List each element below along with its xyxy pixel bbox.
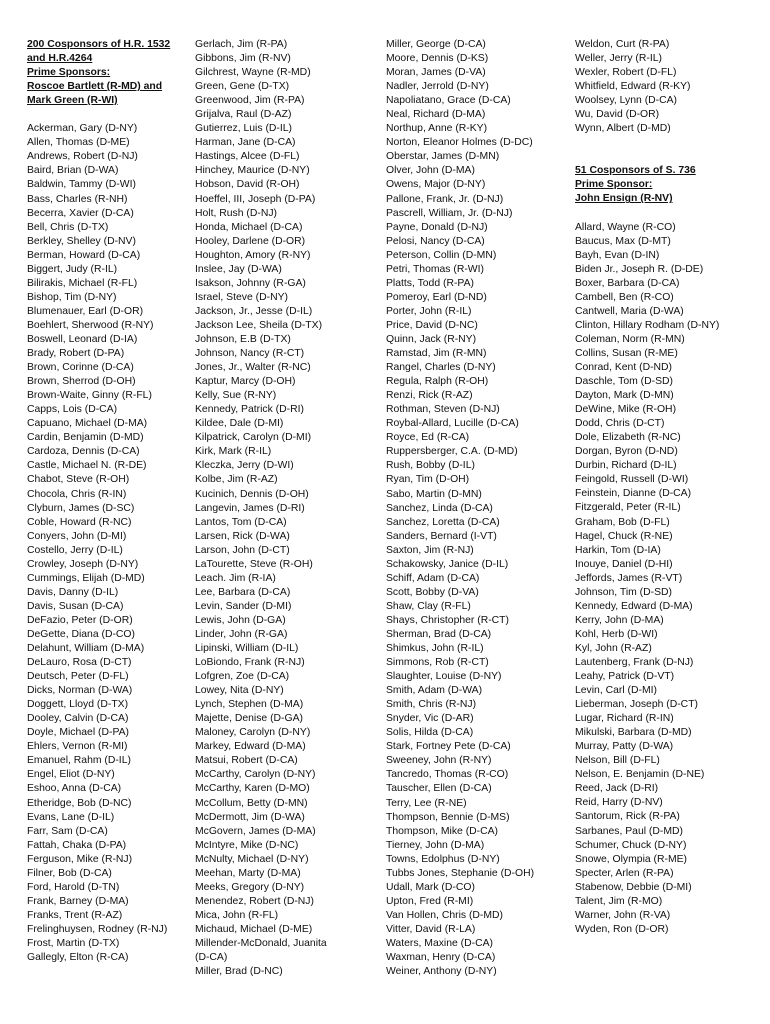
cosponsor-entry: Shays, Christopher (R-CT): [386, 614, 509, 626]
cosponsor-entry: Boswell, Leonard (D-IA): [27, 333, 138, 345]
cosponsor-entry: Kerry, John (D-MA): [575, 614, 664, 626]
cosponsor-entry: Frelinghuysen, Rodney (R-NJ): [27, 923, 168, 935]
cosponsor-entry: Kildee, Dale (D-MI): [195, 418, 284, 430]
cosponsor-entry: McCarthy, Karen (D-MO): [195, 783, 310, 795]
cosponsor-entry: Weldon, Curt (R-PA): [575, 39, 670, 50]
cosponsor-entry: Ferguson, Mike (R-NJ): [27, 853, 133, 865]
cosponsor-entry: Hobson, David (R-OH): [195, 179, 300, 191]
cosponsor-entry: Thompson, Bennie (D-MS): [386, 811, 510, 823]
cosponsor-entry: Etheridge, Bob (D-NC): [27, 797, 132, 809]
cosponsor-entry: Kilpatrick, Carolyn (D-MI): [195, 432, 312, 444]
cosponsor-entry: Tierney, John (D-MA): [386, 839, 485, 851]
cosponsor-entry: Kaptur, Marcy (D-OH): [195, 376, 296, 388]
cosponsor-entry: Pelosi, Nancy (D-CA): [386, 235, 485, 247]
cosponsor-entry: Simmons, Rob (R-CT): [386, 657, 489, 669]
cosponsor-entry: Saxton, Jim (R-NJ): [386, 544, 474, 556]
cosponsor-entry: Oberstar, James (D-MN): [386, 151, 500, 163]
cosponsor-entry: Isakson, Johnny (R-GA): [195, 277, 306, 289]
cosponsor-entry: Snyder, Vic (D-AR): [386, 713, 474, 725]
cosponsor-entry: Frank, Barney (D-MA): [27, 895, 129, 907]
cosponsor-entry: Davis, Susan (D-CA): [27, 600, 124, 612]
cosponsor-entry: Boehlert, Sherwood (R-NY): [27, 319, 154, 331]
cosponsor-entry: Wexler, Robert (D-FL): [575, 67, 677, 79]
cosponsor-entry: Rush, Bobby (D-IL): [386, 460, 475, 472]
cosponsor-entry: Baldwin, Tammy (D-WI): [27, 179, 136, 191]
cosponsor-entry: Nadler, Jerrold (D-NY): [386, 81, 489, 93]
cosponsor-entry: Green, Gene (D-TX): [195, 81, 290, 93]
cosponsor-entry: Sarbanes, Paul (D-MD): [575, 825, 683, 837]
cosponsor-entry: Lautenberg, Frank (D-NJ): [575, 656, 694, 668]
cosponsor-entry: McIntyre, Mike (D-NC): [195, 839, 299, 851]
cosponsor-entry: Kyl, John (R-AZ): [575, 642, 652, 654]
cosponsor-entry: Cardin, Benjamin (D-MD): [27, 432, 144, 444]
cosponsor-entry: Evans, Lane (D-IL): [27, 811, 115, 823]
cosponsor-entry: Jones, Jr., Walter (R-NC): [195, 362, 311, 374]
cosponsor-entry: Eshoo, Anna (D-CA): [27, 783, 122, 795]
senate-cosponsor-list: [575, 221, 765, 937]
cosponsor-entry: Rothman, Steven (D-NJ): [386, 404, 500, 416]
cosponsor-entry: Dorgan, Byron (D-ND): [575, 446, 678, 458]
cosponsor-entry: Capuano, Michael (D-MA): [27, 418, 148, 430]
cosponsor-entry: Miller, George (D-CA): [386, 39, 486, 50]
cosponsor-entry: Cardoza, Dennis (D-CA): [27, 446, 140, 458]
cosponsor-entry: Nelson, Bill (D-FL): [575, 755, 660, 767]
cosponsor-entry: Conyers, John (D-MI): [27, 530, 127, 542]
cosponsor-entry: Durbin, Richard (D-IL): [575, 460, 677, 472]
cosponsor-entry: Woolsey, Lynn (D-CA): [575, 95, 678, 107]
cosponsor-entry: Gutierrez, Luis (D-IL): [195, 123, 293, 135]
cosponsor-entry: Cambell, Ben (R-CO): [575, 291, 674, 303]
cosponsor-entry: Bishop, Tim (D-NY): [27, 291, 117, 303]
cosponsor-entry: Van Hollen, Chris (D-MD): [386, 909, 504, 921]
cosponsor-entry: Clyburn, James (D-SC): [27, 502, 135, 514]
cosponsor-entry: Snowe, Olympia (R-ME): [575, 853, 688, 865]
cosponsor-entry: Solis, Hilda (D-CA): [386, 727, 474, 739]
cosponsor-entry: Reid, Harry (D-NV): [575, 797, 663, 809]
cosponsor-entry: Filner, Bob (D-CA): [27, 867, 112, 879]
cosponsor-entry: Pomeroy, Earl (D-ND): [386, 291, 487, 303]
cosponsor-entry: DeLauro, Rosa (D-CT): [27, 657, 132, 669]
cosponsor-entry: Gilchrest, Wayne (R-MD): [195, 67, 311, 79]
cosponsor-entry: DeWine, Mike (R-OH): [575, 404, 677, 416]
cosponsor-entry: Ryan, Tim (D-OH): [386, 474, 470, 486]
cosponsor-entry: Majette, Denise (D-GA): [195, 713, 303, 725]
cosponsor-entry: Andrews, Robert (D-NJ): [27, 151, 138, 163]
cosponsor-entry: Clinton, Hillary Rodham (D-NY): [575, 319, 720, 331]
cosponsor-entry: Waxman, Henry (D-CA): [386, 952, 496, 964]
cosponsor-entry: Chabot, Steve (R-OH): [27, 474, 130, 486]
cosponsor-entry: Platts, Todd (R-PA): [386, 277, 474, 289]
cosponsor-entry: Ehlers, Vernon (R-MI): [27, 741, 128, 753]
cosponsor-entry: Meeks, Gregory (D-NY): [195, 881, 305, 893]
cosponsor-entry: Gerlach, Jim (R-PA): [195, 39, 288, 50]
cosponsor-entry: Whitfield, Edward (R-KY): [575, 81, 691, 93]
cosponsor-entry: Frost, Martin (D-TX): [27, 938, 120, 949]
cosponsor-entry: Coleman, Norm (R-MN): [575, 333, 685, 345]
cosponsor-entry: Mica, John (R-FL): [195, 909, 279, 921]
cosponsor-entry: Chocola, Chris (R-IN): [27, 488, 127, 500]
heading-line: Prime Sponsors:: [27, 67, 111, 79]
cosponsor-entry: Brown, Corinne (D-CA): [27, 362, 134, 374]
cosponsor-entry: Lowey, Nita (D-NY): [195, 685, 284, 697]
cosponsor-entry: Stabenow, Debbie (D-MI): [575, 881, 692, 893]
cosponsor-entry: Castle, Michael N. (R-DE): [27, 460, 147, 472]
house-cosponsor-list-1: [27, 122, 197, 965]
cosponsor-entry: Hastings, Alcee (D-FL): [195, 151, 300, 163]
cosponsor-entry: Dayton, Mark (D-MN): [575, 390, 674, 402]
cosponsor-entry: Pallone, Frank, Jr. (D-NJ): [386, 193, 504, 205]
cosponsor-entry: Neal, Richard (D-MA): [386, 109, 486, 121]
cosponsor-entry: Pascrell, William, Jr. (D-NJ): [386, 207, 513, 219]
cosponsor-entry: Dole, Elizabeth (R-NC): [575, 432, 681, 444]
cosponsor-entry: Engel, Eliot (D-NY): [27, 769, 115, 781]
cosponsor-entry: Kleczka, Jerry (D-WI): [195, 460, 294, 472]
cosponsor-entry: Bayh, Evan (D-IN): [575, 249, 660, 261]
cosponsor-entry: Johnson, E.B (D-TX): [195, 333, 291, 345]
cosponsor-entry: Lieberman, Joseph (D-CT): [575, 699, 698, 711]
cosponsor-entry: Baird, Brian (D-WA): [27, 165, 119, 177]
cosponsor-entry: Bilirakis, Michael (R-FL): [27, 277, 138, 289]
cosponsor-entry: Jackson, Jr., Jesse (D-IL): [195, 305, 313, 317]
cosponsor-entry: Farr, Sam (D-CA): [27, 825, 108, 837]
cosponsor-entry: Smith, Chris (R-NJ): [386, 699, 477, 711]
house-cosponsor-list-2: [195, 38, 383, 979]
cosponsor-entry: Conrad, Kent (D-ND): [575, 361, 673, 373]
cosponsor-entry: LaTourette, Steve (R-OH): [195, 558, 313, 570]
cosponsor-entry: Kohl, Herb (D-WI): [575, 628, 658, 640]
cosponsor-entry: Lee, Barbara (D-CA): [195, 586, 291, 598]
cosponsor-entry: Bell, Chris (D-TX): [27, 221, 109, 233]
cosponsor-entry: McCollum, Betty (D-MN): [195, 797, 308, 809]
cosponsor-entry: Fitzgerald, Peter (R-IL): [575, 502, 681, 514]
cosponsor-entry: Terry, Lee (R-NE): [386, 797, 467, 809]
cosponsor-entry: Franks, Trent (R-AZ): [27, 909, 123, 921]
cosponsor-entry: Rangel, Charles (D-NY): [386, 362, 496, 374]
cosponsor-entry: Meehan, Marty (D-MA): [195, 867, 301, 879]
cosponsor-entry: Lewis, John (D-GA): [195, 614, 286, 626]
cosponsor-entry: Roybal-Allard, Lucille (D-CA): [386, 418, 519, 430]
cosponsor-entry: Crowley, Joseph (D-NY): [27, 558, 139, 570]
cosponsor-entry: Feinstein, Dianne (D-CA): [575, 488, 692, 500]
cosponsor-entry: Talent, Jim (R-MO): [575, 895, 663, 907]
cosponsor-entry: Specter, Arlen (R-PA): [575, 867, 674, 879]
heading-line: 51 Cosponsors of S. 736: [575, 165, 696, 177]
cosponsor-entry: Feingold, Russell (D-WI): [575, 474, 689, 486]
cosponsor-entry: McDermott, Jim (D-WA): [195, 811, 305, 823]
column-3: [386, 38, 572, 979]
cosponsor-entry: Leahy, Patrick (D-VT): [575, 671, 675, 683]
house-cosponsor-list-3: [386, 38, 572, 979]
cosponsor-entry: Kirk, Mark (R-IL): [195, 446, 272, 458]
column-4: [575, 38, 765, 937]
cosponsor-entry: Sabo, Martin (D-MN): [386, 488, 482, 500]
cosponsor-entry: Harkin, Tom (D-IA): [575, 544, 661, 556]
cosponsor-entry: Grijalva, Raul (D-AZ): [195, 109, 292, 121]
cosponsor-entry: Johnson, Tim (D-SD): [575, 586, 673, 598]
cosponsor-entry: Nelson, E. Benjamin (D-NE): [575, 769, 705, 781]
cosponsor-entry: Mikulski, Barbara (D-MD): [575, 727, 692, 739]
cosponsor-entry: Price, David (D-NC): [386, 319, 478, 331]
cosponsor-entry: DeFazio, Peter (D-OR): [27, 614, 133, 626]
cosponsor-entry: Hinchey, Maurice (D-NY): [195, 165, 310, 177]
cosponsor-entry: Coble, Howard (R-NC): [27, 516, 132, 528]
cosponsor-entry: Jeffords, James (R-VT): [575, 572, 683, 584]
cosponsor-entry: Hoeffel, III, Joseph (D-PA): [195, 193, 316, 205]
cosponsor-entry: Smith, Adam (D-WA): [386, 685, 483, 697]
cosponsor-entry: Leach. Jim (R-IA): [195, 572, 276, 584]
heading-line: 200 Cosponsors of H.R. 1532: [27, 39, 171, 50]
cosponsor-entry: Allen, Thomas (D-ME): [27, 137, 130, 149]
cosponsor-entry: Norton, Eleanor Holmes (D-DC): [386, 137, 533, 149]
cosponsor-entry: Biden Jr., Joseph R. (D-DE): [575, 263, 704, 275]
cosponsor-entry: Warner, John (R-VA): [575, 909, 671, 921]
cosponsor-entry: Sanders, Bernard (I-VT): [386, 530, 497, 542]
cosponsor-entry: Berkley, Shelley (D-NV): [27, 235, 136, 247]
cosponsor-entry: Weller, Jerry (R-IL): [575, 53, 662, 65]
cosponsor-entry: Napoliatano, Grace (D-CA): [386, 95, 511, 107]
cosponsor-entry: Dooley, Calvin (D-CA): [27, 713, 129, 725]
cosponsor-entry: Kolbe, Jim (R-AZ): [195, 474, 278, 486]
cosponsor-entry: Dodd, Chris (D-CT): [575, 418, 665, 430]
cosponsor-entry: Murray, Patty (D-WA): [575, 741, 674, 753]
cosponsor-entry: Ford, Harold (D-TN): [27, 881, 120, 893]
cosponsor-entry: Michaud, Michael (D-ME): [195, 923, 313, 935]
cosponsor-entry: Delahunt, William (D-MA): [27, 643, 145, 655]
heading-line: and H.R.4264: [27, 53, 93, 65]
cosponsor-entry: Royce, Ed (R-CA): [386, 432, 470, 444]
cosponsor-entry: Emanuel, Rahm (D-IL): [27, 755, 131, 767]
cosponsor-entry: Sherman, Brad (D-CA): [386, 628, 492, 640]
heading-line: Prime Sponsor:: [575, 179, 653, 191]
cosponsor-entry: Schiff, Adam (D-CA): [386, 572, 480, 584]
cosponsor-entry: Lofgren, Zoe (D-CA): [195, 671, 290, 683]
cosponsor-entry: Stark, Fortney Pete (D-CA): [386, 741, 511, 753]
cosponsor-entry: Boxer, Barbara (D-CA): [575, 277, 680, 289]
cosponsor-entry: Scott, Bobby (D-VA): [386, 586, 479, 598]
cosponsor-entry: Gallegly, Elton (R-CA): [27, 952, 129, 964]
cosponsor-entry: McNulty, Michael (D-NY): [195, 853, 309, 865]
cosponsor-entry: McGovern, James (D-MA): [195, 825, 316, 837]
cosponsor-entry: Kelly, Sue (R-NY): [195, 390, 277, 402]
cosponsor-entry: Capps, Lois (D-CA): [27, 404, 118, 416]
cosponsor-entry: Allard, Wayne (R-CO): [575, 221, 676, 233]
cosponsor-entry: Inouye, Daniel (D-HI): [575, 558, 673, 570]
house-cosponsor-list-4: [575, 38, 765, 136]
cosponsor-entry: Wynn, Albert (D-MD): [575, 123, 671, 135]
cosponsor-entry: Fattah, Chaka (D-PA): [27, 839, 127, 851]
cosponsor-entry: Lantos, Tom (D-CA): [195, 516, 287, 528]
cosponsor-entry: Hagel, Chuck (R-NE): [575, 530, 673, 542]
cosponsor-entry: Linder, John (R-GA): [195, 628, 288, 640]
cosponsor-entry: Peterson, Collin (D-MN): [386, 249, 497, 261]
cosponsor-entry: Gibbons, Jim (R-NV): [195, 53, 291, 65]
cosponsor-entry: Udall, Mark (D-CO): [386, 881, 475, 893]
cosponsor-entry: Weiner, Anthony (D-NY): [386, 966, 497, 978]
cosponsor-entry: (D-CA): [195, 952, 228, 964]
cosponsor-entry: Slaughter, Louise (D-NY): [386, 671, 502, 683]
cosponsor-entry: Northup, Anne (R-KY): [386, 123, 488, 135]
cosponsor-entry: Daschle, Tom (D-SD): [575, 376, 673, 388]
cosponsor-entry: McCarthy, Carolyn (D-NY): [195, 769, 316, 781]
cosponsor-entry: Graham, Bob (D-FL): [575, 516, 670, 528]
cosponsor-entry: Doggett, Lloyd (D-TX): [27, 699, 129, 711]
cosponsor-entry: Jackson Lee, Sheila (D-TX): [195, 319, 323, 331]
cosponsor-entry: Greenwood, Jim (R-PA): [195, 95, 305, 107]
cosponsor-entry: Tubbs Jones, Stephanie (D-OH): [386, 867, 535, 879]
cosponsor-entry: Reed, Jack (D-RI): [575, 783, 659, 795]
cosponsor-entry: Regula, Ralph (R-OH): [386, 376, 489, 388]
cosponsor-entry: Harman, Jane (D-CA): [195, 137, 296, 149]
cosponsor-entry: Bass, Charles (R-NH): [27, 193, 128, 205]
cosponsor-entry: Cantwell, Maria (D-WA): [575, 305, 684, 317]
cosponsor-entry: Brown-Waite, Ginny (R-FL): [27, 390, 152, 402]
cosponsor-entry: Tancredo, Thomas (R-CO): [386, 769, 509, 781]
cosponsor-entry: Johnson, Nancy (R-CT): [195, 348, 305, 360]
cosponsor-entry: Schakowsky, Janice (D-IL): [386, 558, 509, 570]
cosponsor-entry: Thompson, Mike (D-CA): [386, 825, 499, 837]
house-heading: [27, 38, 197, 108]
cosponsor-entry: Sanchez, Loretta (D-CA): [386, 516, 500, 528]
cosponsor-entry: Lugar, Richard (R-IN): [575, 713, 674, 725]
cosponsor-entry: Ackerman, Gary (D-NY): [27, 123, 138, 135]
cosponsor-entry: Markey, Edward (D-MA): [195, 741, 306, 753]
senate-heading: [575, 164, 765, 206]
cosponsor-entry: Honda, Michael (D-CA): [195, 221, 303, 233]
cosponsor-entry: Petri, Thomas (R-WI): [386, 263, 484, 275]
cosponsor-entry: Blumenauer, Earl (D-OR): [27, 305, 144, 317]
cosponsor-entry: Brown, Sherrod (D-OH): [27, 376, 136, 388]
cosponsor-entry: Israel, Steve (D-NY): [195, 291, 288, 303]
cosponsor-entry: Hooley, Darlene (D-OR): [195, 235, 306, 247]
cosponsor-entry: Millender-McDonald, Juanita: [195, 938, 327, 949]
cosponsor-entry: Lipinski, William (D-IL): [195, 643, 299, 655]
column-1: [27, 38, 197, 965]
cosponsor-entry: Deutsch, Peter (D-FL): [27, 671, 129, 683]
cosponsor-entry: Berman, Howard (D-CA): [27, 249, 141, 261]
cosponsor-entry: LoBiondo, Frank (R-NJ): [195, 657, 305, 669]
cosponsor-entry: Kennedy, Edward (D-MA): [575, 600, 693, 612]
heading-line: Mark Green (R-WI): [27, 95, 118, 107]
cosponsor-entry: Matsui, Robert (D-CA): [195, 755, 298, 767]
cosponsor-entry: Collins, Susan (R-ME): [575, 347, 678, 359]
cosponsor-entry: Inslee, Jay (D-WA): [195, 263, 282, 275]
heading-line: John Ensign (R-NV): [575, 193, 673, 205]
cosponsor-entry: Moran, James (D-VA): [386, 67, 486, 79]
cosponsor-entry: Dicks, Norman (D-WA): [27, 685, 133, 697]
cosponsor-entry: Becerra, Xavier (D-CA): [27, 207, 134, 219]
cosponsor-entry: Larsen, Rick (D-WA): [195, 530, 290, 542]
cosponsor-entry: Kennedy, Patrick (D-RI): [195, 404, 304, 416]
cosponsor-entry: Sweeney, John (R-NY): [386, 755, 492, 767]
cosponsor-entry: Davis, Danny (D-IL): [27, 586, 119, 598]
cosponsor-entry: Menendez, Robert (D-NJ): [195, 895, 314, 907]
cosponsor-entry: Owens, Major (D-NY): [386, 179, 486, 191]
cosponsor-entry: Houghton, Amory (R-NY): [195, 249, 311, 261]
column-2: [195, 38, 383, 979]
cosponsor-entry: Upton, Fred (R-MI): [386, 895, 474, 907]
cosponsor-entry: Towns, Edolphus (D-NY): [386, 853, 500, 865]
cosponsor-entry: Cummings, Elijah (D-MD): [27, 572, 145, 584]
cosponsor-entry: Tauscher, Ellen (D-CA): [386, 783, 492, 795]
cosponsor-entry: Waters, Maxine (D-CA): [386, 938, 493, 949]
cosponsor-entry: Wu, David (D-OR): [575, 109, 660, 121]
cosponsor-entry: Ruppersberger, C.A. (D-MD): [386, 446, 518, 458]
cosponsor-entry: Costello, Jerry (D-IL): [27, 544, 123, 556]
cosponsor-entry: Vitter, David (R-LA): [386, 923, 476, 935]
cosponsor-entry: Payne, Donald (D-NJ): [386, 221, 488, 233]
heading-line: Roscoe Bartlett (R-MD) and: [27, 81, 163, 93]
cosponsor-entry: Levin, Sander (D-MI): [195, 600, 292, 612]
cosponsor-entry: Langevin, James (D-RI): [195, 502, 305, 514]
cosponsor-entry: Baucus, Max (D-MT): [575, 235, 671, 247]
cosponsor-entry: Porter, John (R-IL): [386, 305, 472, 317]
cosponsor-entry: Shaw, Clay (R-FL): [386, 600, 471, 612]
cosponsor-entry: Miller, Brad (D-NC): [195, 966, 283, 978]
cosponsor-entry: Shimkus, John (R-IL): [386, 643, 484, 655]
cosponsor-entry: DeGette, Diana (D-CO): [27, 628, 135, 640]
cosponsor-entry: Maloney, Carolyn (D-NY): [195, 727, 311, 739]
cosponsor-entry: Brady, Robert (D-PA): [27, 348, 125, 360]
cosponsor-entry: Schumer, Chuck (D-NY): [575, 839, 687, 851]
cosponsor-entry: Olver, John (D-MA): [386, 165, 475, 177]
cosponsor-entry: Larson, John (D-CT): [195, 544, 290, 556]
cosponsor-entry: Quinn, Jack (R-NY): [386, 333, 477, 345]
cosponsor-entry: Kucinich, Dennis (D-OH): [195, 488, 309, 500]
cosponsor-entry: Sanchez, Linda (D-CA): [386, 502, 493, 514]
cosponsor-entry: Holt, Rush (D-NJ): [195, 207, 277, 219]
cosponsor-entry: Doyle, Michael (D-PA): [27, 727, 130, 739]
cosponsor-entry: Renzi, Rick (R-AZ): [386, 390, 473, 402]
cosponsor-entry: Moore, Dennis (D-KS): [386, 53, 489, 65]
cosponsor-entry: Levin, Carl (D-MI): [575, 685, 657, 697]
cosponsor-entry: Wyden, Ron (D-OR): [575, 923, 669, 935]
cosponsor-entry: Ramstad, Jim (R-MN): [386, 348, 487, 360]
cosponsor-entry: Santorum, Rick (R-PA): [575, 811, 680, 823]
cosponsor-entry: Lynch, Stephen (D-MA): [195, 699, 304, 711]
cosponsor-entry: Biggert, Judy (R-IL): [27, 263, 118, 275]
